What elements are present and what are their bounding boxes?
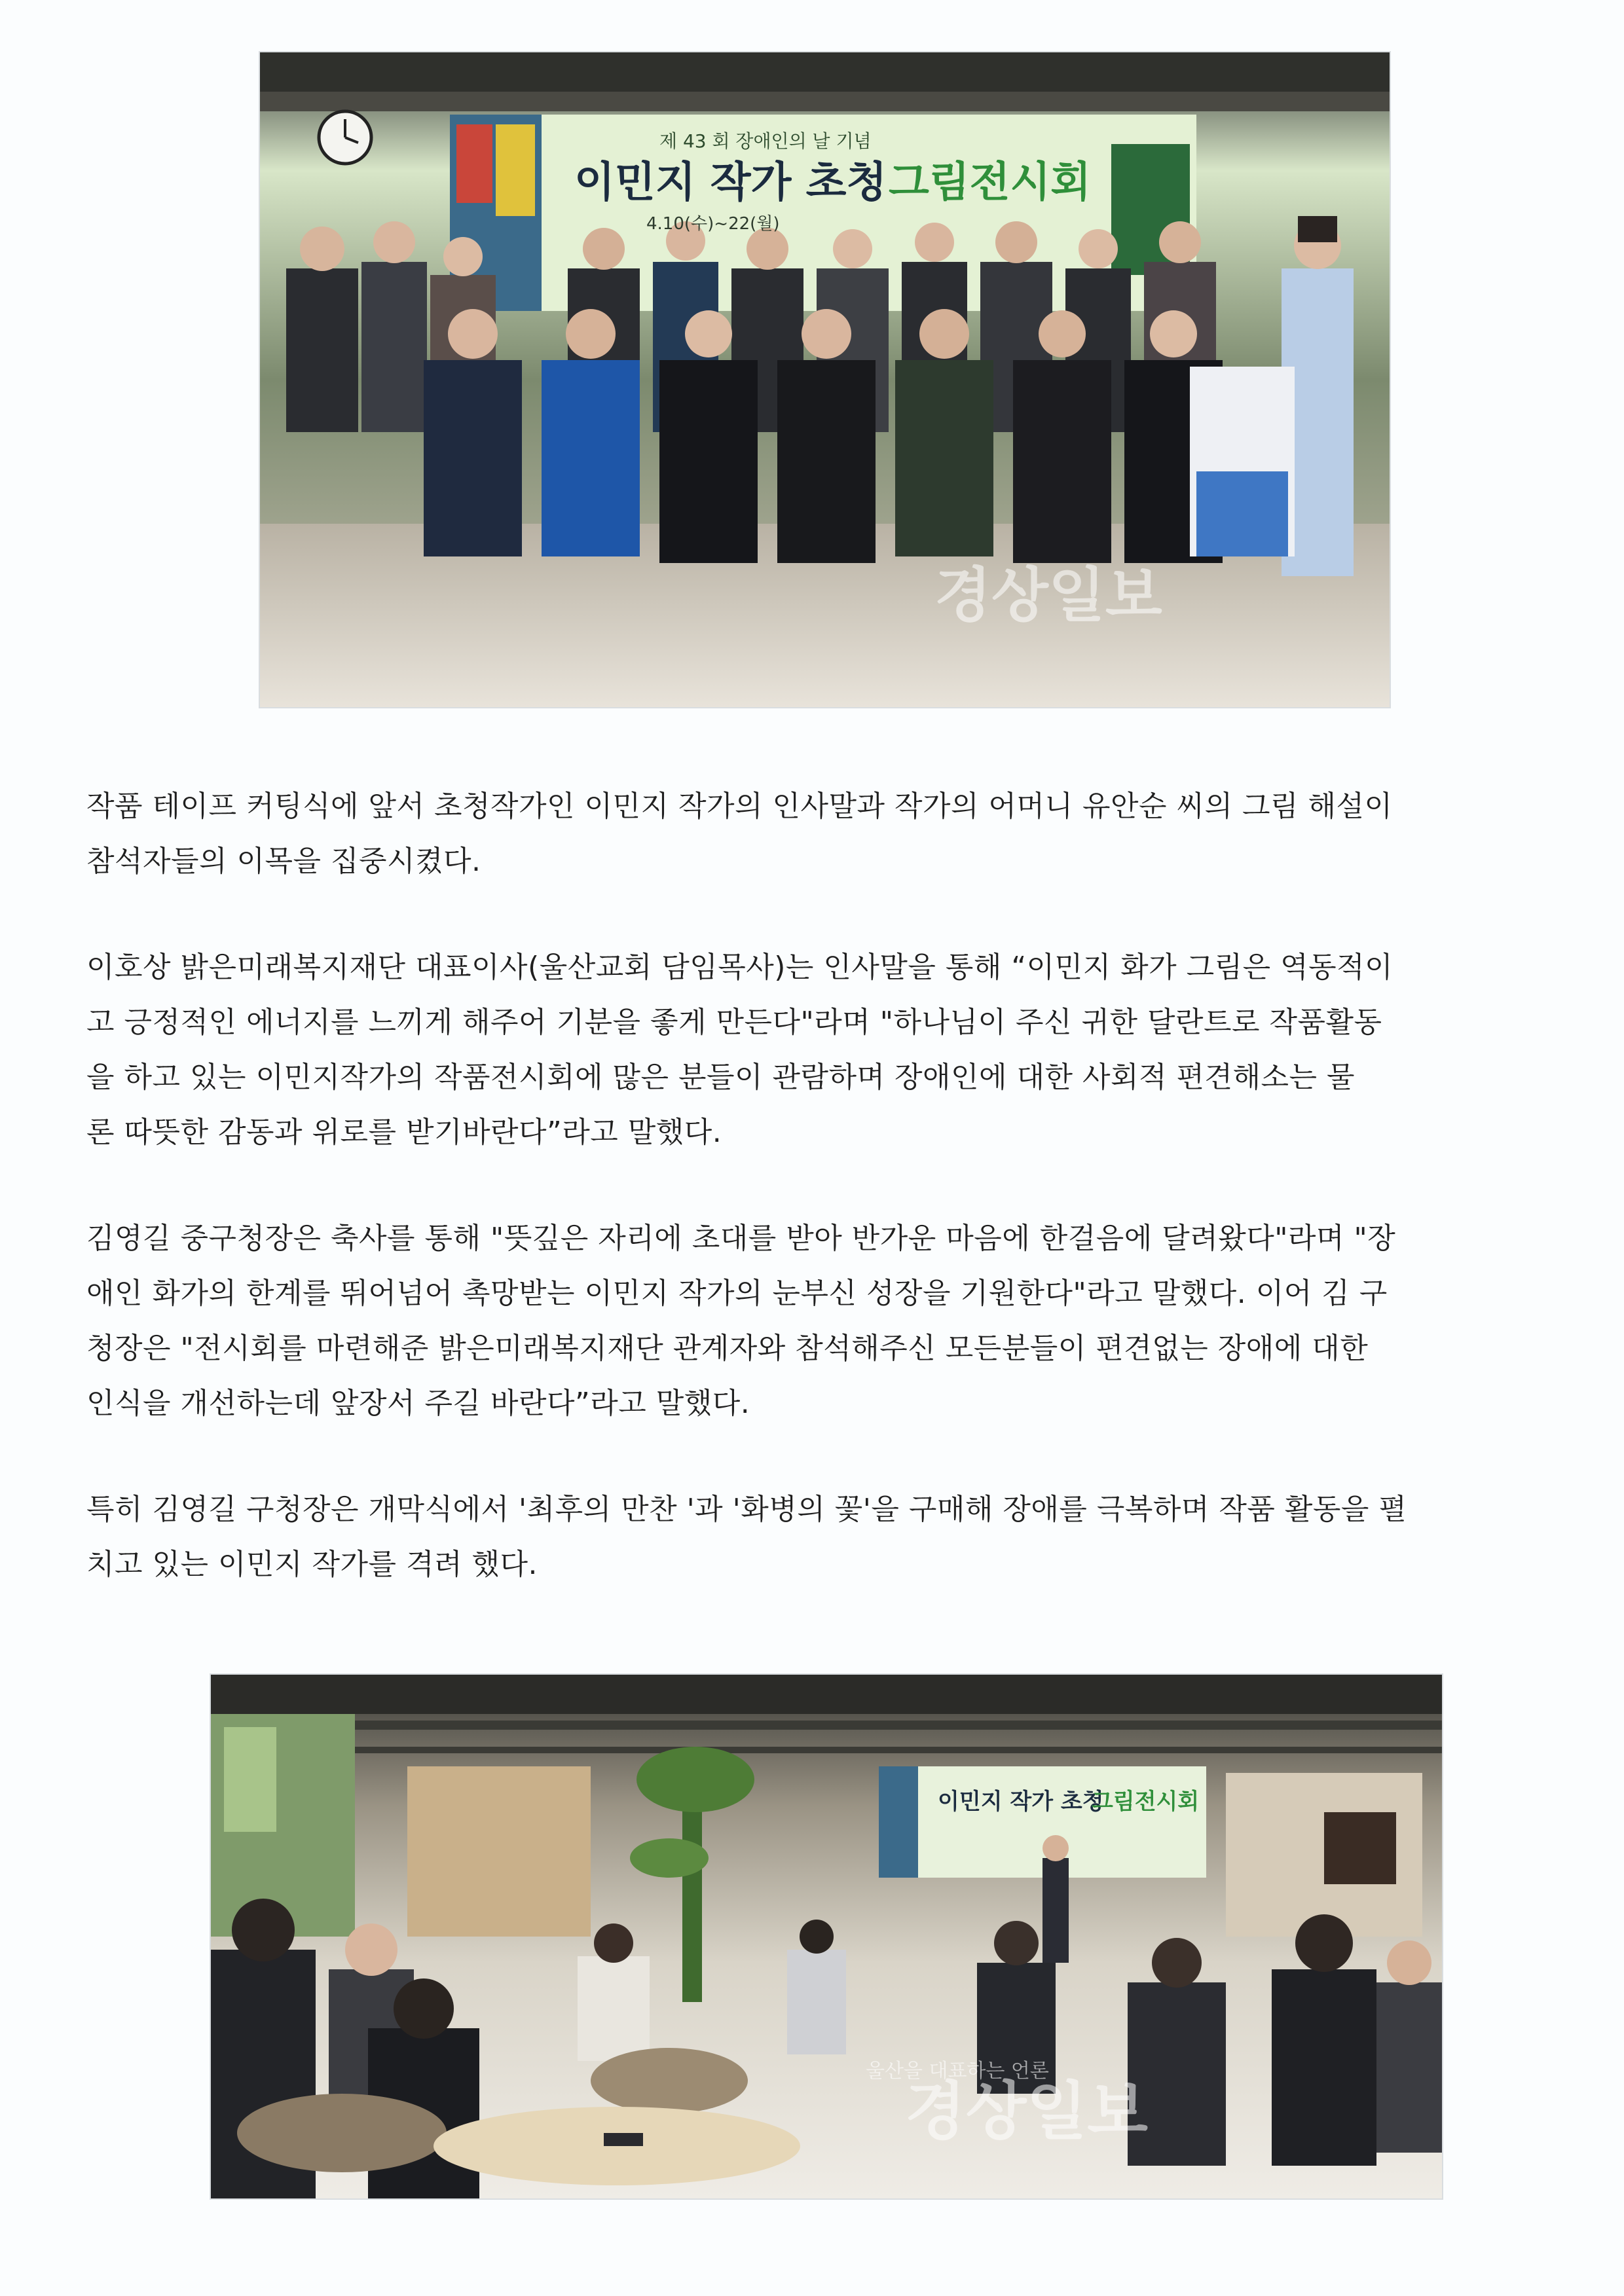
banner-small-text: 제 43 회 장애인의 날 기념 [659,130,872,152]
banner-highlight-text: 그림전시회 [1092,1789,1200,1815]
watermark-caption: 울산을 대표하는 언론 [866,2060,1049,2083]
group-photo [259,51,1391,708]
paragraph-line: 이호상 밝은미래복지재단 대표이사(울산교회 담임목사)는 인사말을 통해 “이민지 화가 그림은 역동적이 [86,951,1393,984]
banner-dates-text: 4.10(수)~22(월) [646,214,780,234]
watermark-logo: 경상일보 [934,561,1162,630]
paragraph-line: 론 따뜻한 감동과 위로를 받기바란다”라고 말했다. [86,1116,722,1149]
paragraph-4 [86,1482,1560,1592]
paragraph-3 [86,1211,1560,1431]
banner-title-text: 이민지 작가 초청 [938,1789,1104,1815]
paragraph-line: 작품 테이프 커팅식에 앞서 초청작가인 이민지 작가의 인사말과 작가의 어머니 유안순 씨의 그림 해설이 [86,790,1393,823]
paragraph-line: 고 긍정적인 에너지를 느끼게 해주어 기분을 좋게 만든다"라며 "하나님이 주신 귀한 달란트로 작품활동 [86,1006,1382,1039]
paragraph-line: 을 하고 있는 이민지작가의 작품전시회에 많은 분들이 관람하며 장애인에 대한 사회적 편견해소는 물 [86,1061,1355,1094]
paragraph-1 [86,779,1560,889]
paragraph-line: 참석자들의 이목을 집중시켰다. [86,845,481,878]
paragraph-2 [86,940,1560,1160]
paragraph-line: 애인 화가의 한계를 뛰어넘어 촉망받는 이민지 작가의 눈부신 성장을 기원한다"라고 말했다. 이어 김 구 [86,1277,1388,1310]
paragraph-line: 치고 있는 이민지 작가를 격려 했다. [86,1548,538,1581]
banner-highlight-text: 그림전시회 [889,158,1092,207]
banner-title-text: 이민지 작가 초청 [574,158,887,207]
audience-photo [210,1673,1443,2200]
paragraph-line: 김영길 중구청장은 축사를 통해 "뜻깊은 자리에 초대를 받아 반가운 마음에 한걸음에 달려왔다"라며 "장 [86,1222,1396,1255]
paragraph-line: 인식을 개선하는데 앞장서 주길 바란다”라고 말했다. [86,1387,750,1420]
watermark-logo: 경상일보 [905,2075,1148,2148]
paragraph-line: 특히 김영길 구청장은 개막식에서 '최후의 만찬 '과 '화병의 꽃'을 구매해 장애를 극복하며 작품 활동을 펼 [86,1493,1407,1526]
paragraph-line: 청장은 "전시회를 마련해준 밝은미래복지재단 관계자와 참석해주신 모든분들이 편견없는 장애에 대한 [86,1332,1369,1365]
